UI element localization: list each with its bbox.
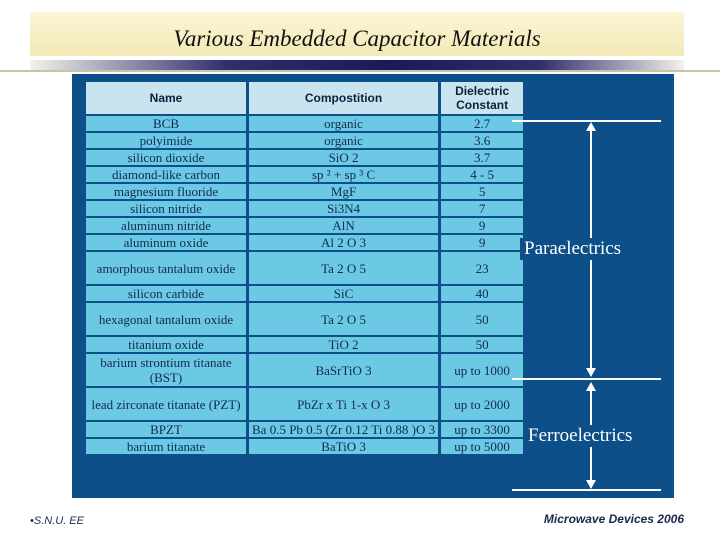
table-row bbox=[86, 252, 523, 284]
material-name-cell: silicon dioxide bbox=[86, 150, 246, 165]
dielectric-constant-cell: 5 bbox=[441, 184, 523, 199]
material-name-cell: aluminum nitride bbox=[86, 218, 246, 233]
material-name-cell: diamond-like carbon bbox=[86, 167, 246, 182]
dielectric-constant-cell: up to 3300 bbox=[441, 422, 523, 437]
dielectric-constant-cell: 9 bbox=[441, 218, 523, 233]
composition-cell: Ta 2 O 5 bbox=[249, 303, 438, 335]
material-name-cell: barium strontium titanate (BST) bbox=[86, 354, 246, 386]
composition-cell: Si3N4 bbox=[249, 201, 438, 216]
composition-cell: BaSrTiO 3 bbox=[249, 354, 438, 386]
material-name-cell: BCB bbox=[86, 116, 246, 131]
table-row bbox=[86, 286, 523, 301]
dielectric-constant-cell: 40 bbox=[441, 286, 523, 301]
composition-cell: BaTiO 3 bbox=[249, 439, 438, 454]
footer-affiliation: •S.N.U. EE bbox=[30, 515, 84, 527]
table-row bbox=[86, 167, 523, 182]
table-body bbox=[86, 116, 523, 454]
dielectric-constant-cell: 3.6 bbox=[441, 133, 523, 148]
ferroelectrics-label: Ferroelectrics bbox=[524, 425, 636, 447]
ferroelectrics-arrow-down bbox=[586, 480, 596, 489]
composition-cell: SiC bbox=[249, 286, 438, 301]
paraelectrics-label: Paraelectrics bbox=[520, 238, 625, 260]
table-row bbox=[86, 354, 523, 386]
table-row bbox=[86, 218, 523, 233]
table-row bbox=[86, 303, 523, 335]
header-dielectric-constant: Dielectric Constant bbox=[441, 82, 523, 114]
title-underline bbox=[0, 70, 720, 72]
dielectric-constant-cell: up to 5000 bbox=[441, 439, 523, 454]
paraelectrics-arrow-down bbox=[586, 368, 596, 377]
composition-cell: SiO 2 bbox=[249, 150, 438, 165]
material-name-cell: barium titanate bbox=[86, 439, 246, 454]
slide-title: Various Embedded Capacitor Materials bbox=[173, 26, 541, 51]
header-name: Name bbox=[86, 82, 246, 114]
dielectric-constant-cell: 7 bbox=[441, 201, 523, 216]
table-header-row bbox=[86, 82, 523, 114]
material-name-cell: BPZT bbox=[86, 422, 246, 437]
material-name-cell: aluminum oxide bbox=[86, 235, 246, 250]
table-row bbox=[86, 201, 523, 216]
table-row bbox=[86, 116, 523, 131]
material-name-cell: hexagonal tantalum oxide bbox=[86, 303, 246, 335]
material-name-cell: polyimide bbox=[86, 133, 246, 148]
material-name-cell: lead zirconate titanate (PZT) bbox=[86, 388, 246, 420]
title-bar bbox=[30, 12, 684, 56]
dielectric-constant-cell: 3.7 bbox=[441, 150, 523, 165]
footer-course: Microwave Devices 2006 bbox=[543, 512, 684, 526]
material-name-cell: amorphous tantalum oxide bbox=[86, 252, 246, 284]
dielectric-constant-cell: 50 bbox=[441, 303, 523, 335]
composition-cell: AlN bbox=[249, 218, 438, 233]
table-row bbox=[86, 388, 523, 420]
composition-cell: Ba 0.5 Pb 0.5 (Zr 0.12 Ti 0.88 )O 3 bbox=[249, 422, 438, 437]
composition-cell: Al 2 O 3 bbox=[249, 235, 438, 250]
dielectric-constant-cell: 4 - 5 bbox=[441, 167, 523, 182]
composition-cell: MgF bbox=[249, 184, 438, 199]
ferroelectrics-bottom-line bbox=[512, 489, 661, 491]
header-composition: Compostition bbox=[249, 82, 438, 114]
table-row bbox=[86, 422, 523, 437]
table-row bbox=[86, 337, 523, 352]
dielectric-constant-cell: up to 2000 bbox=[441, 388, 523, 420]
dielectric-constant-cell: up to 1000 bbox=[441, 354, 523, 386]
range-divider-line bbox=[512, 378, 661, 380]
composition-cell: PbZr x Ti 1-x O 3 bbox=[249, 388, 438, 420]
table-row bbox=[86, 133, 523, 148]
composition-cell: Ta 2 O 5 bbox=[249, 252, 438, 284]
composition-cell: sp ² + sp ³ C bbox=[249, 167, 438, 182]
materials-table bbox=[83, 80, 526, 456]
composition-cell: organic bbox=[249, 116, 438, 131]
dielectric-constant-cell: 50 bbox=[441, 337, 523, 352]
material-name-cell: titanium oxide bbox=[86, 337, 246, 352]
composition-cell: organic bbox=[249, 133, 438, 148]
table-row bbox=[86, 439, 523, 454]
material-name-cell: silicon nitride bbox=[86, 201, 246, 216]
composition-cell: TiO 2 bbox=[249, 337, 438, 352]
material-name-cell: magnesium fluoride bbox=[86, 184, 246, 199]
material-name-cell: silicon carbide bbox=[86, 286, 246, 301]
table-row bbox=[86, 184, 523, 199]
dielectric-constant-cell: 9 bbox=[441, 235, 523, 250]
dielectric-constant-cell: 23 bbox=[441, 252, 523, 284]
table-row bbox=[86, 235, 523, 250]
dielectric-constant-cell: 2.7 bbox=[441, 116, 523, 131]
table-row bbox=[86, 150, 523, 165]
